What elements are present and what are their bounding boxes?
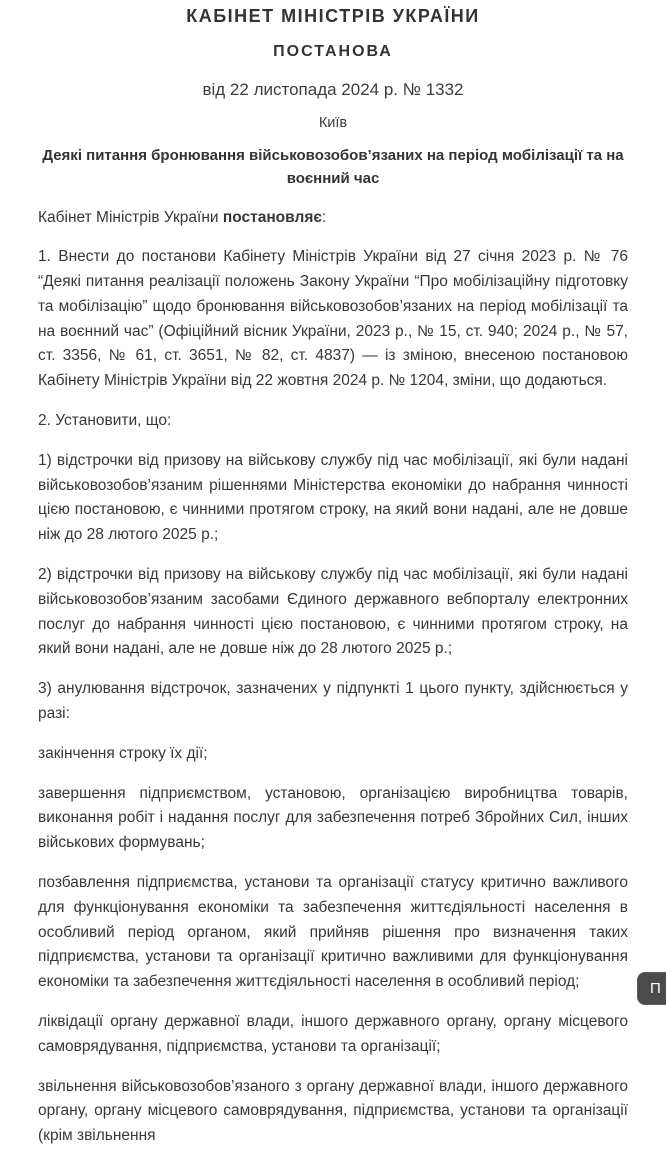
paragraph-9: ліквідації органу державної влади, іншого державного органу, органу місцевого самоврядування, підприємства, установи та організації; — [38, 1013, 628, 1055]
paragraph-6: закінчення строку їх дії; — [38, 744, 208, 762]
paragraph-3: 1) відстрочки від призову на військову службу під час мобілізації, які були надані військовозобов’язаним рішеннями Міністерства економіки до набрання чинності цією постановою, є чинними протягом строку, на який вони надані, але не довше ніж до 28 лютого 2025 р.; — [38, 451, 628, 544]
floating-action-button-label: П — [650, 980, 661, 997]
preamble-prefix: Кабінет Міністрів України — [38, 208, 223, 226]
preamble-suffix: : — [321, 208, 327, 226]
paragraph-5: 3) анулювання відстрочок, зазначених у підпункті 1 цього пункту, здійснюється у разі: — [38, 680, 628, 723]
paragraph-2: 2. Установити, що: — [38, 412, 172, 430]
preamble-bold-word: постановляє — [222, 208, 322, 226]
paragraph-10: звільнення військовозобов’язаного з органу державної влади, іншого державного органу, органу місцевого самоврядування, підприємства, установи та організації (крім звільнення — [38, 1077, 628, 1145]
paragraph-1: 1. Внести до постанови Кабінету Міністрів України від 27 січня 2023 р. № 76 “Деякі питання реалізації положень Закону України “Про мобілізаційну підготовку та мобілізацію” щодо бронювання військовозобов’язаних на період мобілізації та на воєнний час” (Офіційний вісник України, 2023 р., № 15, ст. 940; 2024 р., № 57, ст. 3356, № 61, ст. 3651, № 82, ст. 4837) — із зміною, внесеною постановою Кабінету Міністрів України від 22 жовтня 2024 р. № 1204, зміни, що додаються. — [38, 248, 628, 390]
preamble-line — [38, 206, 628, 231]
organization-name: КАБІНЕТ МІНІСТРІВ УКРАЇНИ — [186, 6, 480, 26]
paragraph-8: позбавлення підприємства, установи та організації статусу критично важливого для функціонування економіки та забезпечення життєдіяльності населення в особливий період органом, який прийняв рішення про визначення таких підприємства, установи та організації критично важливими для функціонування економіки та забезпечення життєдіяльності населення в особливий період; — [38, 874, 628, 991]
paragraph-4: 2) відстрочки від призову на військову службу під час мобілізації, які були надані військовозобов’язаним засобами Єдиного державного вебпорталу електронних послуг до набрання чинності цією постановою, є чинними протягом строку, на який вони надані, але не довше ніж до 28 лютого 2025 р.; — [38, 566, 628, 658]
document-title: Деякі питання бронювання військовозобов’язаних на період мобілізації та на воєнний час — [42, 147, 624, 188]
document-type-heading: ПОСТАНОВА — [273, 43, 393, 60]
floating-action-button[interactable] — [637, 972, 666, 1005]
date-and-number-line: від 22 листопада 2024 р. № 1332 — [202, 80, 464, 99]
city-label: Київ — [318, 115, 348, 131]
paragraph-7: завершення підприємством, установою, організацією виробництва товарів, виконання робіт і надання послуг для забезпечення потреб Збройних Сил, інших військових формувань; — [38, 784, 628, 852]
